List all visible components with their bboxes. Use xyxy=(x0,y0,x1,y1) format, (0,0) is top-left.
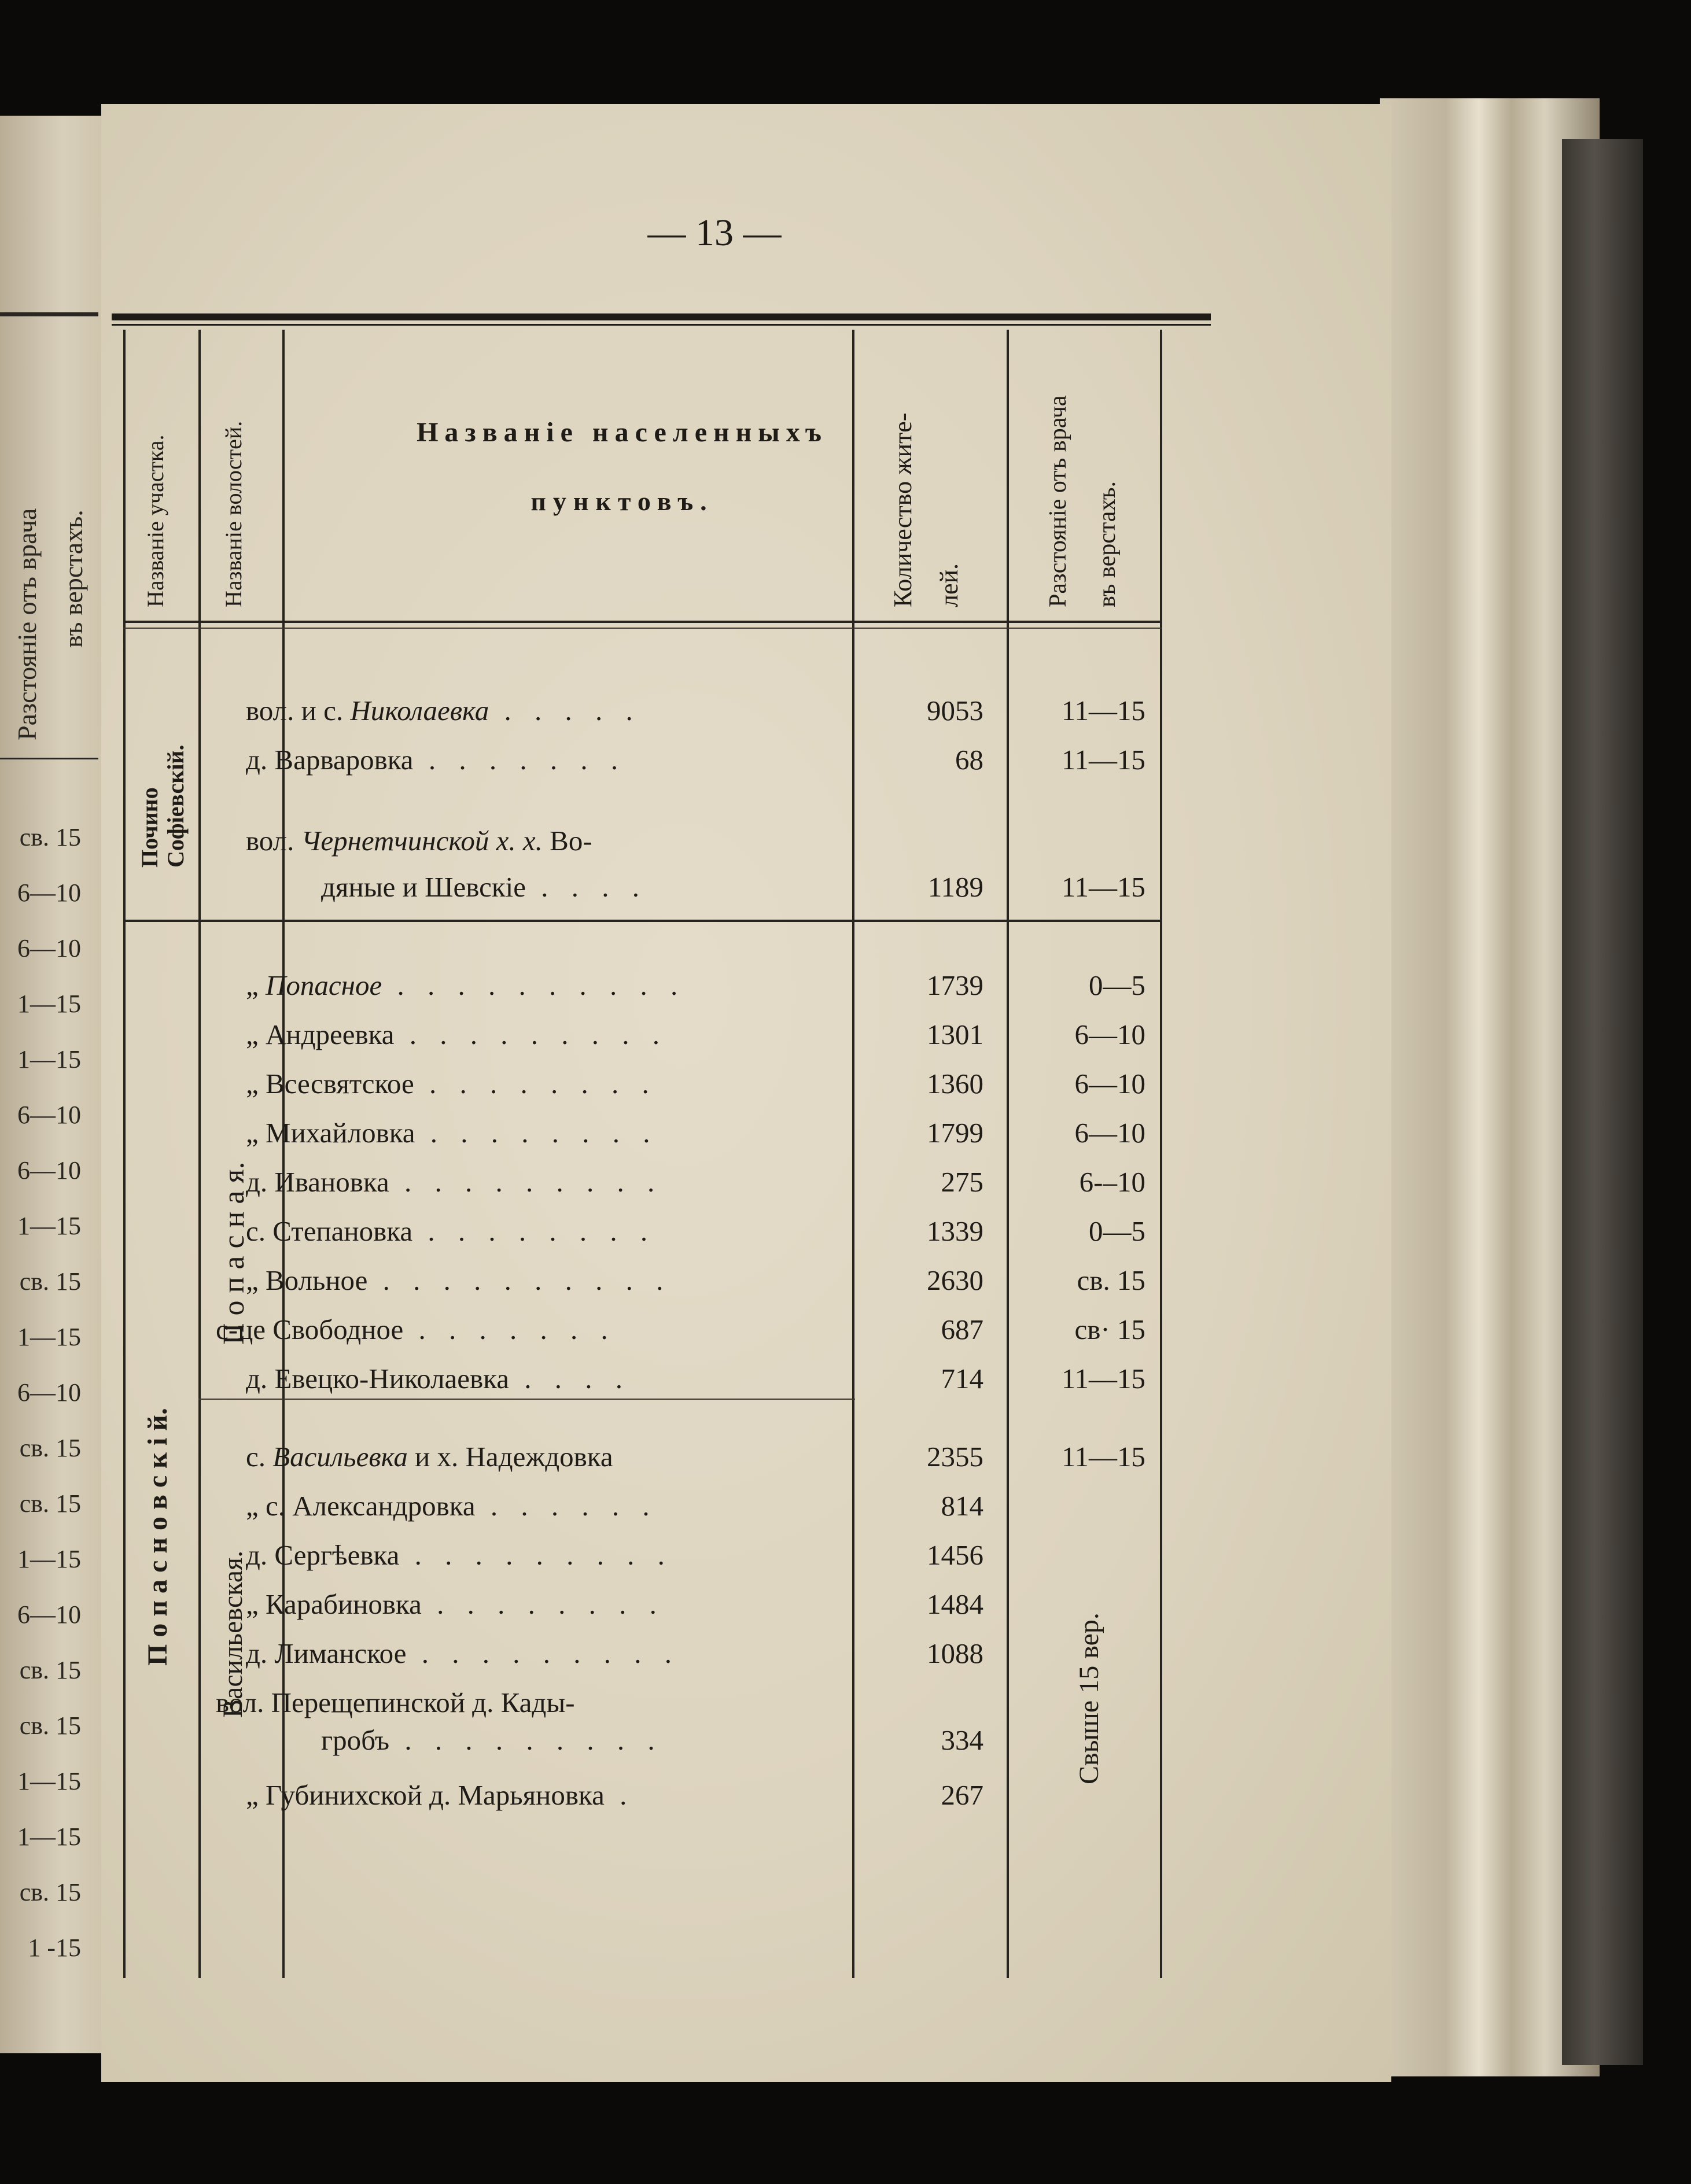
group-popasnaya: П о п а с н а я. xyxy=(218,1161,250,1345)
left-page-distance-value: св. 15 xyxy=(19,1878,81,1906)
settlement-name xyxy=(246,1264,671,1297)
left-page-distance-value: 6—10 xyxy=(17,934,81,962)
table-top-rule-thin xyxy=(112,324,1211,326)
settlement-name-dots: . . . . . . . . . xyxy=(389,1724,663,1756)
population-value: 1088 xyxy=(927,1637,983,1669)
settlement-name xyxy=(246,1637,680,1670)
left-page-distance-value: 1—15 xyxy=(17,1045,81,1073)
table-row xyxy=(101,694,1160,740)
group-popasnovsky: П о п а с н о в с к і й. xyxy=(142,1408,173,1666)
settlement-name xyxy=(216,1313,616,1346)
table-row xyxy=(101,1018,1160,1064)
table-row xyxy=(101,969,1160,1015)
settlement-name xyxy=(216,1686,575,1719)
table-row xyxy=(101,1637,1160,1683)
table-row xyxy=(101,1313,1160,1359)
population-value: 1339 xyxy=(927,1215,983,1247)
distance-value: св. 15 xyxy=(1077,1264,1145,1296)
settlement-name-prefix: д. Ивановка xyxy=(246,1166,389,1198)
header-separator-thin xyxy=(123,628,1162,629)
group-sofievsky-line1: Почино xyxy=(137,787,163,868)
settlement-name-dots: . . . . . . . . xyxy=(421,1588,665,1620)
settlement-name xyxy=(321,870,647,903)
population-value: 9053 xyxy=(927,695,983,726)
settlement-name-prefix: д. Евецко-Николаевка xyxy=(246,1363,509,1394)
left-page-distance-value: 6—10 xyxy=(17,879,81,907)
settlement-name-prefix: вол. и с. xyxy=(246,695,351,726)
settlement-name xyxy=(246,1489,658,1522)
settlement-name-prefix: д. Лиманское xyxy=(246,1637,407,1669)
population-value: 687 xyxy=(941,1314,983,1345)
group-over-15: Свыше 15 вер. xyxy=(1074,1613,1104,1784)
settlement-name xyxy=(246,743,626,776)
distance-value: 6—10 xyxy=(1074,1068,1145,1100)
settlement-name-dots: . . . . . . . . . xyxy=(406,1637,680,1669)
left-page-edge xyxy=(0,116,104,2053)
settlement-name-prefix: „ Вольное xyxy=(246,1264,368,1296)
table-top-rule xyxy=(112,313,1211,320)
settlement-name-prefix: „ Губинихской д. Марьяновка xyxy=(246,1779,605,1811)
population-value: 2630 xyxy=(927,1264,983,1296)
population-value: 1189 xyxy=(927,871,983,903)
group-vasilievskaya: Васильевская. xyxy=(218,1550,248,1718)
left-page-distance-value: 1—15 xyxy=(17,990,81,1018)
population-value: 68 xyxy=(955,744,983,776)
settlement-name-prefix: с. Степановка xyxy=(246,1215,413,1247)
header-distance-line1: Разстояніе отъ врача xyxy=(1045,395,1071,607)
settlement-name-dots: . . . . . . . . . xyxy=(389,1166,663,1198)
left-page-distance-value: 1—15 xyxy=(17,1545,81,1573)
settlement-name-prefix: с. xyxy=(246,1441,273,1473)
left-page-rule-top xyxy=(0,312,98,316)
settlement-name-italic: Чернетчинской х. х. xyxy=(301,825,543,857)
settlement-name-dots: . . . . xyxy=(509,1363,631,1394)
settlement-name-suffix: и х. Надеждовка xyxy=(407,1441,613,1473)
settlement-name-prefix: дяные и Шевскіе xyxy=(321,871,526,903)
header-population-line2: лей. xyxy=(935,563,963,607)
settlement-name-italic: Васильевка xyxy=(272,1441,408,1473)
left-page-distance-value: 1—15 xyxy=(17,1823,81,1851)
left-page-header-line1: Разстояніе отъ врача xyxy=(12,508,42,740)
settlement-name-dots: . . . . . . . . . . xyxy=(367,1264,672,1296)
left-page-distance-value: св. 15 xyxy=(19,1489,81,1518)
settlement-name-dots: . . . . . . . . . xyxy=(399,1539,673,1571)
group-separator-sofievsky xyxy=(123,920,1162,922)
settlement-name-dots: . . . . . . . . . xyxy=(394,1019,668,1050)
population-value: 714 xyxy=(941,1363,983,1394)
settlement-name xyxy=(246,1067,657,1100)
settlement-name-prefix: „ xyxy=(246,969,266,1001)
left-page-distance-value: св. 15 xyxy=(19,1656,81,1684)
population-value: 1484 xyxy=(927,1588,983,1620)
book-page xyxy=(101,104,1391,2082)
population-value: 275 xyxy=(941,1166,983,1198)
settlement-name-dots: . . . . . . xyxy=(475,1490,658,1522)
settlement-name-italic: Попасное xyxy=(266,969,382,1001)
table-row xyxy=(101,1067,1160,1113)
header-distance-line2: въ верстахъ. xyxy=(1094,481,1121,607)
header-separator xyxy=(123,621,1162,623)
settlement-name-prefix: „ Михайловка xyxy=(246,1117,415,1149)
settlement-name-dots: . . . . . xyxy=(489,695,641,726)
table-row xyxy=(101,1440,1160,1486)
left-page-distance-column xyxy=(0,810,81,1976)
header-settlement-line2: пунктовъ. xyxy=(530,486,714,516)
left-page-distance-value: 1—15 xyxy=(17,1323,81,1351)
settlement-name-prefix: вол. Перещепинской д. Кады- xyxy=(216,1687,575,1718)
distance-value: 11—15 xyxy=(1061,871,1145,903)
population-value: 1799 xyxy=(927,1117,983,1149)
distance-value: 11—15 xyxy=(1061,1441,1145,1473)
book-cover-edge xyxy=(1562,139,1643,2065)
settlement-name xyxy=(246,1165,662,1198)
table-row xyxy=(101,743,1160,790)
distance-value: 0—5 xyxy=(1089,1215,1145,1247)
settlement-name xyxy=(246,1362,631,1395)
table-row xyxy=(101,1779,1160,1825)
page-number: — 13 — xyxy=(647,212,782,254)
header-settlement-line1: Названіе населенныхъ xyxy=(417,417,828,448)
population-value: 1456 xyxy=(927,1539,983,1571)
settlement-name-dots: . . . . . . . . xyxy=(412,1215,656,1247)
settlement-name-prefix: „ Карабиновка xyxy=(246,1588,422,1620)
settlement-name xyxy=(246,969,686,1002)
left-page-distance-value: св. 15 xyxy=(19,1711,81,1740)
settlement-name xyxy=(321,1724,663,1757)
left-page-rule-mid xyxy=(0,758,98,759)
table-row xyxy=(101,1215,1160,1261)
settlement-name-dots: . . . . . . . xyxy=(413,744,627,776)
settlement-name-dots: . . . . . . . . . . xyxy=(382,969,686,1001)
left-page-distance-value: св. 15 xyxy=(19,1267,81,1296)
settlement-name-prefix: д. Варваровка xyxy=(246,744,414,776)
header-district: Названіе участка. xyxy=(142,434,168,607)
table-row xyxy=(101,1362,1160,1408)
left-page-distance-value: 1—15 xyxy=(17,1767,81,1795)
header-volost: Названіе волостей. xyxy=(220,420,246,607)
table-row xyxy=(101,1539,1160,1585)
settlement-name xyxy=(246,1018,668,1051)
left-page-distance-value: 6—10 xyxy=(17,1600,81,1629)
group-sofievsky-line2: Софіевскій. xyxy=(163,744,189,868)
table-row xyxy=(101,1116,1160,1163)
left-page-distance-value: 6—10 xyxy=(17,1156,81,1185)
settlement-name-prefix: „ Всесвятское xyxy=(246,1068,414,1100)
population-value: 2355 xyxy=(927,1441,983,1473)
population-value: 334 xyxy=(941,1724,983,1756)
table-row xyxy=(101,1588,1160,1634)
settlement-name xyxy=(246,1215,655,1248)
left-page-distance-value: 1—15 xyxy=(17,1212,81,1240)
table-row xyxy=(101,1165,1160,1212)
settlement-name-dots: . . . . . . . xyxy=(403,1314,616,1345)
distance-value: 6—10 xyxy=(1074,1117,1145,1149)
settlement-name-prefix: „ Андреевка xyxy=(246,1019,395,1050)
table-row xyxy=(101,1489,1160,1536)
settlement-name xyxy=(246,1539,673,1571)
settlement-name-prefix: вол. xyxy=(246,825,301,857)
table-right-border xyxy=(1160,330,1162,1978)
left-page-distance-value: св. 15 xyxy=(19,1434,81,1462)
settlement-name-dots: . . . . xyxy=(526,871,648,903)
population-value: 1739 xyxy=(927,969,983,1001)
distance-value: 11—15 xyxy=(1061,1363,1145,1394)
distance-value: 6-–10 xyxy=(1079,1166,1145,1198)
settlement-name xyxy=(246,694,641,727)
settlement-name xyxy=(246,1779,635,1812)
population-value: 1360 xyxy=(927,1068,983,1100)
settlement-name-prefix: д. Сергѣевка xyxy=(246,1539,400,1571)
table-row xyxy=(101,1724,1160,1770)
population-value: 267 xyxy=(941,1779,983,1811)
population-value: 1301 xyxy=(927,1019,983,1050)
settlement-name-prefix: гробъ xyxy=(321,1724,390,1756)
settlement-name-prefix: с-це Свободное xyxy=(216,1314,404,1345)
left-page-distance-value: 6—10 xyxy=(17,1378,81,1407)
settlement-name-dots: . xyxy=(604,1779,635,1811)
settlement-name-suffix: Во- xyxy=(542,825,592,857)
settlement-name-dots: . . . . . . . . xyxy=(414,1068,657,1100)
left-page-distance-value: 6—10 xyxy=(17,1101,81,1129)
distance-value: 11—15 xyxy=(1061,744,1145,776)
settlement-name-italic: Николаевка xyxy=(350,695,489,726)
left-page-distance-value: 1 -15 xyxy=(28,1934,81,1962)
distance-value: св· 15 xyxy=(1074,1314,1145,1345)
header-population-line1: Количество жите- xyxy=(889,412,917,607)
table-row xyxy=(101,1264,1160,1310)
table-row xyxy=(101,870,1160,917)
population-value: 814 xyxy=(941,1490,983,1522)
settlement-name-prefix: „ с. Александровка xyxy=(246,1490,476,1522)
left-page-distance-value: св. 15 xyxy=(19,823,81,851)
distance-value: 0—5 xyxy=(1089,969,1145,1001)
settlement-name xyxy=(246,1440,613,1473)
settlement-name-dots: . . . . . . . . xyxy=(415,1117,658,1149)
distance-value: 11—15 xyxy=(1061,695,1145,726)
left-page-header-line2: въ верстахъ. xyxy=(58,510,88,648)
table-row xyxy=(101,824,1160,870)
settlement-name xyxy=(246,824,592,857)
settlement-name xyxy=(246,1588,665,1621)
settlement-name xyxy=(246,1116,658,1149)
distance-value: 6—10 xyxy=(1074,1019,1145,1050)
